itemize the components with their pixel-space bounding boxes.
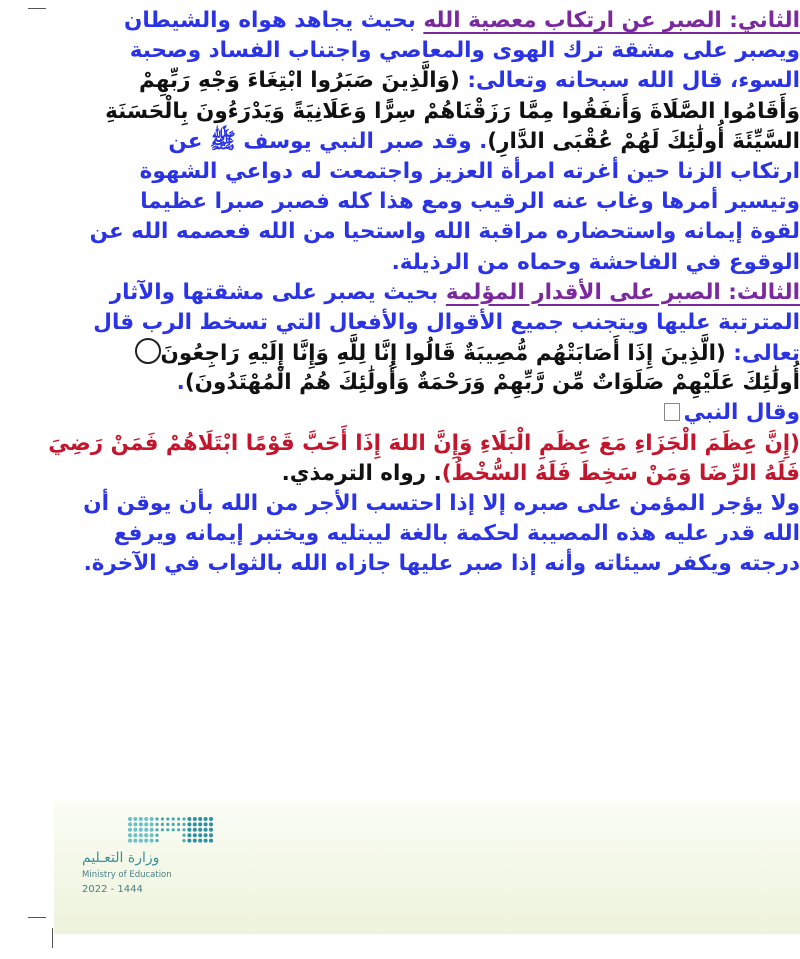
text-line	[8, 308, 800, 338]
academic-year: 2022 - 1444	[82, 884, 143, 895]
crop-mark-vertical	[52, 928, 53, 948]
text-line	[8, 36, 800, 66]
text-line	[8, 6, 800, 36]
text-segment: الله قدر عليه هذه المصيبة لحكمة بالغة ليبتليه ويختبر إيمانه ويرفع	[113, 521, 800, 547]
text-line	[8, 157, 800, 187]
text-segment: ولا يؤجر المؤمن على صبره إلا إذا احتسب الأجر من الله بأن يوقن أن	[83, 491, 800, 516]
text-line	[8, 519, 800, 549]
text-line	[8, 368, 800, 398]
text-line	[8, 489, 800, 519]
text-segment: وقال النبي	[683, 400, 800, 426]
missing-glyph-icon	[664, 403, 680, 421]
text-segment: المترتبة عليها ويتجنب جميع الأقوال والأفعال التي تسخط الرب قال	[93, 309, 800, 335]
text-line	[8, 338, 800, 368]
text-segment: السوء، قال الله سبحانه وتعالى:	[459, 68, 800, 94]
text-segment: وَأَقَامُوا الصَّلَاةَ وَأَنفَقُوا مِمَّا رَزَقْنَاهُمْ سِرًّا وَعَلَانِيَةً وَيَدْرَءُونَ بِالْحَسَنَةِ	[105, 98, 800, 124]
text-segment: ويصبر على مشقة ترك الهوى والمعاصي واجتناب الفساد وصحبة	[129, 38, 800, 64]
text-segment: (وَالَّذِينَ صَبَرُوا ابْتِغَاءَ وَجْهِ رَبِّهِمْ	[138, 68, 460, 94]
text-segment: بحيث يصبر على مشقتها والآثار	[109, 279, 446, 305]
text-segment: الوقوع في الفاحشة وحماه من الرذيلة.	[391, 249, 800, 275]
ministry-name-arabic: وزارة التعـليم	[82, 850, 160, 866]
text-segment: درجته ويكفر سيئاته وأنه إذا صبر عليها جازاه الله بالثواب في الآخرة.	[83, 551, 800, 577]
text-segment: الثاني: الصبر عن ارتكاب معصية الله	[423, 8, 800, 33]
text-line	[8, 549, 800, 579]
text-segment: وتيسير أمرها وغاب عنه الرقيب ومع هذا كله فصبر صبرا عظيما	[140, 189, 800, 215]
ministry-name-english: Ministry of Education	[82, 870, 172, 880]
text-segment: . وقد صبر النبي يوسف ﷺ عن	[168, 128, 488, 154]
text-line	[8, 217, 800, 247]
text-line	[8, 187, 800, 217]
text-segment: .	[176, 370, 185, 396]
text-line	[8, 97, 800, 127]
text-line	[8, 66, 800, 96]
text-segment: . رواه الترمذي.	[281, 460, 442, 486]
text-line	[8, 248, 800, 278]
text-line	[8, 278, 800, 308]
body-text	[8, 6, 800, 580]
text-line	[8, 459, 800, 489]
crop-mark-bottom	[28, 917, 46, 918]
text-segment: أُولَٰئِكَ عَلَيْهِمْ صَلَوَاتٌ مِّن رَّبِّهِمْ وَرَحْمَةٌ وَأُولَٰئِكَ هُمُ الْمُهْتَدُونَ)	[184, 370, 800, 396]
text-segment: فَلَهُ الرِّضَا وَمَنْ سَخِطَ فَلَهُ السُّخْطُ)	[441, 460, 800, 486]
text-line	[8, 127, 800, 157]
ayah-end-icon	[135, 338, 161, 364]
text-segment: بحيث يجاهد هواه والشيطان	[124, 8, 424, 33]
text-line	[8, 398, 800, 428]
text-segment: (إِنَّ عِظَمَ الْجَزَاءِ مَعَ عِظَمِ الْبَلَاءِ وَإِنَّ اللهَ إِذَا أَحَبَّ قَوْمًا ابْتَلَاهُمْ فَمَنْ رَضِيَ	[48, 430, 800, 456]
text-segment: لقوة إيمانه واستحضاره مراقبة الله واستحيا من الله فعصمه الله عن	[89, 219, 800, 245]
text-segment: ارتكاب الزنا حين أغرته امرأة العزيز واجتمعت له دواعي الشهوة	[139, 158, 800, 184]
text-line	[8, 429, 800, 459]
text-segment: السَّيِّئَةَ أُولَٰئِكَ لَهُمْ عُقْبَى الدَّارِ)	[487, 128, 800, 154]
text-segment: الثالث: الصبر على الأقدار المؤلمة	[445, 279, 800, 305]
text-segment: تعالى:	[725, 341, 800, 367]
text-segment: (الَّذِينَ إِذَا أَصَابَتْهُم مُّصِيبَةٌ قَالُوا إِنَّا لِلَّهِ وَإِنَّا إِلَيْهِ رَاجِعُونَ	[160, 341, 726, 367]
